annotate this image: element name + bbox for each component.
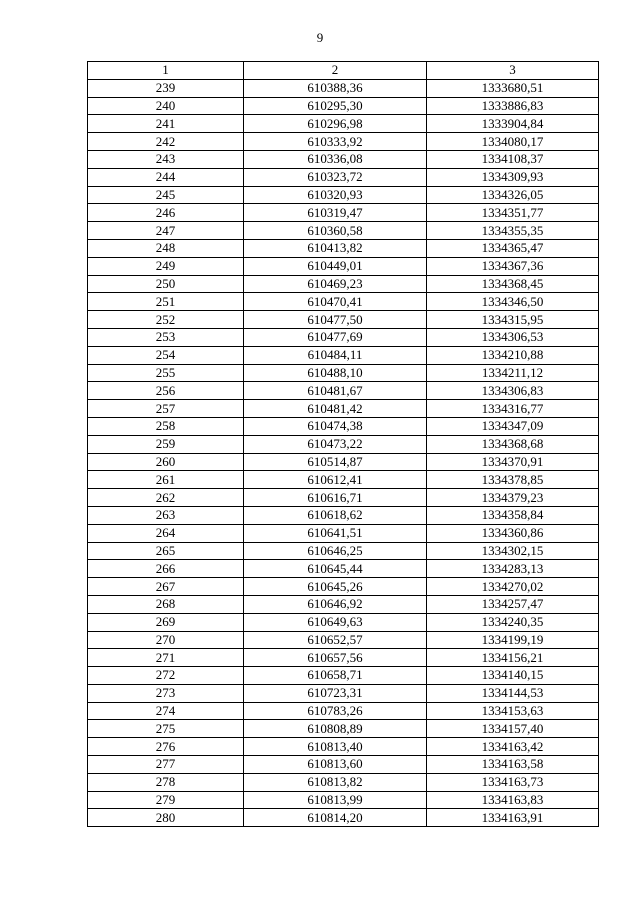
x-coordinate-cell: 610388,36 xyxy=(244,79,427,97)
y-coordinate-cell: 1334306,53 xyxy=(427,328,599,346)
column-header-point-number: 1 xyxy=(88,62,244,80)
point-number-cell: 271 xyxy=(88,649,244,667)
y-coordinate-cell: 1334302,15 xyxy=(427,542,599,560)
table-row xyxy=(88,257,599,275)
x-coordinate-cell: 610616,71 xyxy=(244,489,427,507)
y-coordinate-cell: 1334326,05 xyxy=(427,186,599,204)
y-coordinate-cell: 1334378,85 xyxy=(427,471,599,489)
x-coordinate-cell: 610808,89 xyxy=(244,720,427,738)
point-number-cell: 270 xyxy=(88,631,244,649)
y-coordinate-cell: 1334140,15 xyxy=(427,667,599,685)
point-number-cell: 251 xyxy=(88,293,244,311)
column-header-y: 3 xyxy=(427,62,599,80)
table-row xyxy=(88,364,599,382)
point-number-cell: 273 xyxy=(88,684,244,702)
y-coordinate-cell: 1334347,09 xyxy=(427,417,599,435)
y-coordinate-cell: 1334355,35 xyxy=(427,222,599,240)
point-number-cell: 267 xyxy=(88,578,244,596)
point-number-cell: 269 xyxy=(88,613,244,631)
table-row xyxy=(88,204,599,222)
table-row xyxy=(88,720,599,738)
y-coordinate-cell: 1334315,95 xyxy=(427,311,599,329)
y-coordinate-cell: 1334309,93 xyxy=(427,168,599,186)
table-row xyxy=(88,756,599,774)
x-coordinate-cell: 610723,31 xyxy=(244,684,427,702)
y-coordinate-cell: 1334368,68 xyxy=(427,435,599,453)
point-number-cell: 255 xyxy=(88,364,244,382)
y-coordinate-cell: 1334211,12 xyxy=(427,364,599,382)
table-header-row xyxy=(88,62,599,80)
table-row xyxy=(88,702,599,720)
table-row xyxy=(88,809,599,827)
x-coordinate-cell: 610783,26 xyxy=(244,702,427,720)
x-coordinate-cell: 610360,58 xyxy=(244,222,427,240)
page-number: 9 xyxy=(316,30,324,45)
x-coordinate-cell: 610813,60 xyxy=(244,756,427,774)
y-coordinate-cell: 1334316,77 xyxy=(427,400,599,418)
table-row xyxy=(88,738,599,756)
table-row xyxy=(88,186,599,204)
x-coordinate-cell: 610649,63 xyxy=(244,613,427,631)
x-coordinate-cell: 610295,30 xyxy=(244,97,427,115)
point-number-cell: 254 xyxy=(88,346,244,364)
y-coordinate-cell: 1334163,73 xyxy=(427,773,599,791)
table-row xyxy=(88,773,599,791)
y-coordinate-cell: 1334370,91 xyxy=(427,453,599,471)
y-coordinate-cell: 1334358,84 xyxy=(427,506,599,524)
point-number-cell: 264 xyxy=(88,524,244,542)
x-coordinate-cell: 610323,72 xyxy=(244,168,427,186)
point-number-cell: 268 xyxy=(88,595,244,613)
x-coordinate-cell: 610657,56 xyxy=(244,649,427,667)
x-coordinate-cell: 610645,44 xyxy=(244,560,427,578)
x-coordinate-cell: 610641,51 xyxy=(244,524,427,542)
x-coordinate-cell: 610481,67 xyxy=(244,382,427,400)
point-number-cell: 248 xyxy=(88,239,244,257)
point-number-cell: 274 xyxy=(88,702,244,720)
point-number-cell: 256 xyxy=(88,382,244,400)
y-coordinate-cell: 1334306,83 xyxy=(427,382,599,400)
y-coordinate-cell: 1334367,36 xyxy=(427,257,599,275)
point-number-cell: 257 xyxy=(88,400,244,418)
x-coordinate-cell: 610813,99 xyxy=(244,791,427,809)
table-row xyxy=(88,115,599,133)
x-coordinate-cell: 610470,41 xyxy=(244,293,427,311)
y-coordinate-cell: 1334270,02 xyxy=(427,578,599,596)
y-coordinate-cell: 1334368,45 xyxy=(427,275,599,293)
table-row xyxy=(88,79,599,97)
table-row xyxy=(88,489,599,507)
x-coordinate-cell: 610477,69 xyxy=(244,328,427,346)
table-row xyxy=(88,542,599,560)
point-number-cell: 279 xyxy=(88,791,244,809)
table-row xyxy=(88,791,599,809)
table-row xyxy=(88,471,599,489)
point-number-cell: 242 xyxy=(88,133,244,151)
x-coordinate-cell: 610618,62 xyxy=(244,506,427,524)
table-row xyxy=(88,400,599,418)
table-row xyxy=(88,150,599,168)
point-number-cell: 277 xyxy=(88,756,244,774)
point-number-cell: 261 xyxy=(88,471,244,489)
x-coordinate-cell: 610474,38 xyxy=(244,417,427,435)
table-row xyxy=(88,328,599,346)
table-row xyxy=(88,239,599,257)
y-coordinate-cell: 1334346,50 xyxy=(427,293,599,311)
x-coordinate-cell: 610319,47 xyxy=(244,204,427,222)
point-number-cell: 266 xyxy=(88,560,244,578)
table-row xyxy=(88,417,599,435)
x-coordinate-cell: 610645,26 xyxy=(244,578,427,596)
point-number-cell: 243 xyxy=(88,150,244,168)
table-row xyxy=(88,595,599,613)
table-row xyxy=(88,382,599,400)
x-coordinate-cell: 610813,82 xyxy=(244,773,427,791)
point-number-cell: 278 xyxy=(88,773,244,791)
point-number-cell: 252 xyxy=(88,311,244,329)
x-coordinate-cell: 610333,92 xyxy=(244,133,427,151)
table-row xyxy=(88,506,599,524)
point-number-cell: 245 xyxy=(88,186,244,204)
point-number-cell: 276 xyxy=(88,738,244,756)
x-coordinate-cell: 610477,50 xyxy=(244,311,427,329)
table-row xyxy=(88,453,599,471)
x-coordinate-cell: 610484,11 xyxy=(244,346,427,364)
table-row xyxy=(88,275,599,293)
table-row xyxy=(88,649,599,667)
y-coordinate-cell: 1334157,40 xyxy=(427,720,599,738)
y-coordinate-cell: 1334283,13 xyxy=(427,560,599,578)
point-number-cell: 239 xyxy=(88,79,244,97)
y-coordinate-cell: 1334080,17 xyxy=(427,133,599,151)
y-coordinate-cell: 1334153,63 xyxy=(427,702,599,720)
point-number-cell: 263 xyxy=(88,506,244,524)
y-coordinate-cell: 1334163,91 xyxy=(427,809,599,827)
table-row xyxy=(88,311,599,329)
x-coordinate-cell: 610652,57 xyxy=(244,631,427,649)
y-coordinate-cell: 1334351,77 xyxy=(427,204,599,222)
table-row xyxy=(88,560,599,578)
point-number-cell: 262 xyxy=(88,489,244,507)
y-coordinate-cell: 1334163,58 xyxy=(427,756,599,774)
x-coordinate-cell: 610514,87 xyxy=(244,453,427,471)
y-coordinate-cell: 1334360,86 xyxy=(427,524,599,542)
point-number-cell: 253 xyxy=(88,328,244,346)
y-coordinate-cell: 1333886,83 xyxy=(427,97,599,115)
x-coordinate-cell: 610473,22 xyxy=(244,435,427,453)
table-row xyxy=(88,133,599,151)
point-number-cell: 260 xyxy=(88,453,244,471)
point-number-cell: 280 xyxy=(88,809,244,827)
point-number-cell: 275 xyxy=(88,720,244,738)
x-coordinate-cell: 610488,10 xyxy=(244,364,427,382)
point-number-cell: 250 xyxy=(88,275,244,293)
table-row xyxy=(88,346,599,364)
point-number-cell: 265 xyxy=(88,542,244,560)
x-coordinate-cell: 610481,42 xyxy=(244,400,427,418)
y-coordinate-cell: 1333680,51 xyxy=(427,79,599,97)
point-number-cell: 259 xyxy=(88,435,244,453)
y-coordinate-cell: 1334210,88 xyxy=(427,346,599,364)
y-coordinate-cell: 1334257,47 xyxy=(427,595,599,613)
x-coordinate-cell: 610813,40 xyxy=(244,738,427,756)
table-row xyxy=(88,524,599,542)
x-coordinate-cell: 610814,20 xyxy=(244,809,427,827)
table-row xyxy=(88,631,599,649)
table-row xyxy=(88,578,599,596)
point-number-cell: 272 xyxy=(88,667,244,685)
point-number-cell: 247 xyxy=(88,222,244,240)
point-number-cell: 249 xyxy=(88,257,244,275)
coordinates-table xyxy=(87,61,599,827)
table-row xyxy=(88,222,599,240)
column-header-x: 2 xyxy=(244,62,427,80)
x-coordinate-cell: 610449,01 xyxy=(244,257,427,275)
y-coordinate-cell: 1334163,42 xyxy=(427,738,599,756)
x-coordinate-cell: 610413,82 xyxy=(244,239,427,257)
table-row xyxy=(88,684,599,702)
x-coordinate-cell: 610296,98 xyxy=(244,115,427,133)
x-coordinate-cell: 610658,71 xyxy=(244,667,427,685)
x-coordinate-cell: 610612,41 xyxy=(244,471,427,489)
table-row xyxy=(88,667,599,685)
y-coordinate-cell: 1333904,84 xyxy=(427,115,599,133)
table-row xyxy=(88,97,599,115)
x-coordinate-cell: 610646,25 xyxy=(244,542,427,560)
y-coordinate-cell: 1334144,53 xyxy=(427,684,599,702)
x-coordinate-cell: 610469,23 xyxy=(244,275,427,293)
y-coordinate-cell: 1334108,37 xyxy=(427,150,599,168)
x-coordinate-cell: 610336,08 xyxy=(244,150,427,168)
table-row xyxy=(88,613,599,631)
point-number-cell: 258 xyxy=(88,417,244,435)
point-number-cell: 241 xyxy=(88,115,244,133)
y-coordinate-cell: 1334365,47 xyxy=(427,239,599,257)
y-coordinate-cell: 1334199,19 xyxy=(427,631,599,649)
coordinates-table-body xyxy=(88,62,599,827)
y-coordinate-cell: 1334240,35 xyxy=(427,613,599,631)
y-coordinate-cell: 1334163,83 xyxy=(427,791,599,809)
y-coordinate-cell: 1334379,23 xyxy=(427,489,599,507)
point-number-cell: 244 xyxy=(88,168,244,186)
y-coordinate-cell: 1334156,21 xyxy=(427,649,599,667)
point-number-cell: 246 xyxy=(88,204,244,222)
point-number-cell: 240 xyxy=(88,97,244,115)
table-row xyxy=(88,293,599,311)
table-row xyxy=(88,435,599,453)
table-row xyxy=(88,168,599,186)
x-coordinate-cell: 610320,93 xyxy=(244,186,427,204)
x-coordinate-cell: 610646,92 xyxy=(244,595,427,613)
